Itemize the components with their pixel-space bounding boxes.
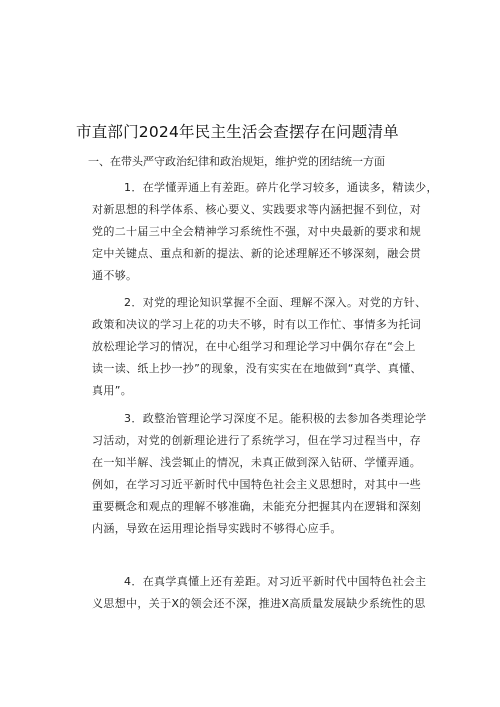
paragraph-4 — [92, 571, 427, 615]
paragraph-line: 党的二十届三中全会精神学习系统性不强，对中央最新的要求和规 — [92, 225, 422, 238]
document-title: 市直部门2024年民主生活会查摆存在问题清单 — [76, 123, 399, 141]
paragraph-line: 放松理论学习的情况，在中心组学习和理论学习中偶尔存在“会上 — [92, 340, 416, 353]
paragraph-line: 对新思想的科学体系、核心要义、实践要求等内涵把握不到位，对 — [92, 203, 422, 216]
paragraph-line: 2．对党的理论知识掌握不全面、理解不深入。对党的方针、 — [124, 296, 427, 309]
paragraph-line: 读一读、纸上抄一抄”的现象，没有实实在在地做到“真学、真懂、 — [92, 362, 422, 375]
paragraph-line: 真用”。 — [92, 384, 133, 397]
paragraph-3 — [92, 408, 427, 540]
paragraph-line: 政策和决议的学习上花的功夫不够，时有以工作忙、事情多为托词 — [92, 318, 422, 331]
paragraph-line: 在一知半解、浅尝辄止的情况，未真正做到深入钻研、学懂弄通。 — [92, 456, 422, 469]
paragraph-line: 重要概念和观点的理解不够准确，未能充分把握其内在逻辑和深刻 — [92, 500, 422, 513]
paragraph-line: 定中关键点、重点和新的提法、新的论述理解还不够深刻，融会贯 — [92, 247, 422, 260]
paragraph-line: 义思想中，关于X的领会还不深，推进X高质量发展缺少系统性的思 — [92, 597, 426, 610]
paragraph-line: 例如，在学习习近平新时代中国特色社会主义思想时，对其中一些 — [92, 478, 422, 491]
paragraph-line: 习活动，对党的创新理论进行了系统学习，但在学习过程当中，存 — [92, 434, 422, 447]
paragraph-line: 1．在学懂弄通上有差距。碎片化学习较多，通读多，精读少， — [124, 181, 438, 194]
paragraph-line: 4．在真学真懂上还有差距。对习近平新时代中国特色社会主 — [124, 575, 427, 588]
section-heading: 一、在带头严守政治纪律和政治规矩，维护党的团结统一方面 — [88, 155, 385, 168]
paragraph-2 — [92, 292, 427, 402]
paragraph-line: 3．政整治管理论学习深度不足。能积极的去参加各类理论学 — [124, 412, 427, 425]
paragraph-line: 通不够。 — [92, 269, 138, 282]
paragraph-line: 内涵，导致在运用理论指导实践时不够得心应手。 — [92, 522, 342, 535]
paragraph-1 — [92, 177, 438, 287]
